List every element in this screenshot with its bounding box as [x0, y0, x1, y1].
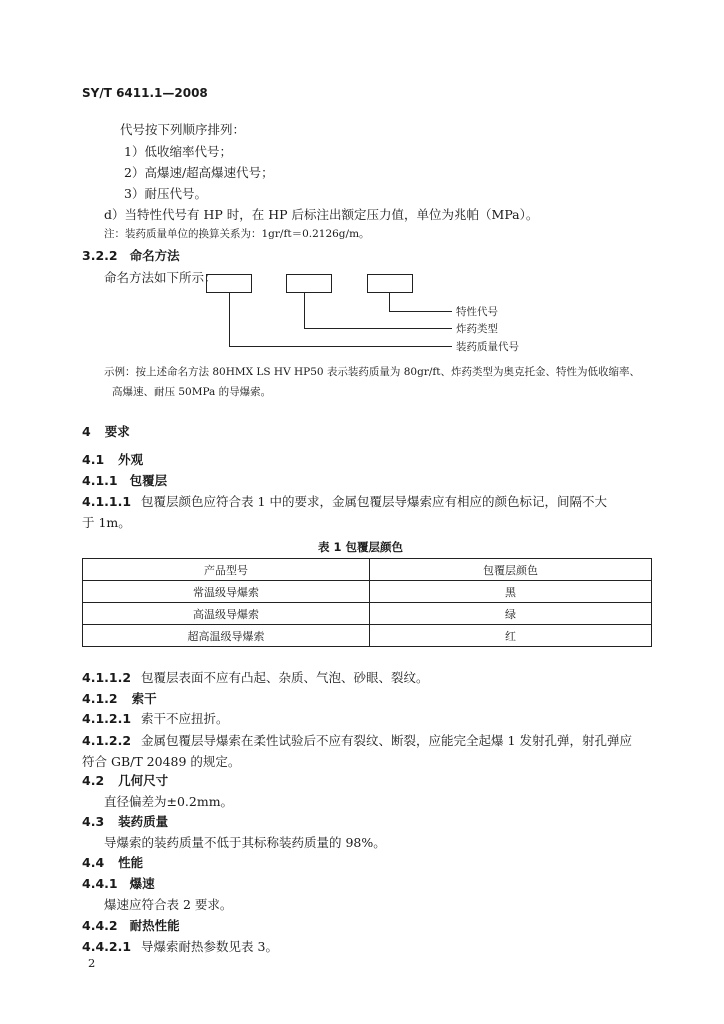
section-4-4-2-1: [82, 937, 278, 955]
section-title: 装药质量: [118, 814, 169, 829]
section-4-1-2-2-line-2: 符合 GB/T 20489 的规定。: [82, 754, 241, 769]
section-4-4-2-heading: [82, 916, 180, 934]
cell-color: 绿: [370, 603, 652, 625]
clause-text: 索干不应扭折。: [141, 711, 229, 726]
cell-model: 常温级导爆索: [83, 581, 370, 603]
connector-line: [304, 292, 305, 329]
section-number: 4: [82, 424, 91, 439]
table-1: [82, 558, 652, 647]
code-box-1: [206, 274, 252, 293]
cell-model: 高温级导爆索: [83, 603, 370, 625]
code-order-intro: 代号按下列顺序排列：: [120, 122, 246, 137]
code-order-item-1: 1）低收缩率代号；: [124, 144, 232, 159]
section-number: 4.2: [82, 773, 105, 788]
standard-number: SY/T 6411.1—2008: [82, 86, 208, 100]
code-box-2: [286, 274, 332, 293]
table-row: [83, 603, 652, 625]
clause-text: 导爆索耐热参数见表 3。: [141, 939, 278, 954]
section-title: 索干: [131, 691, 157, 706]
clause-text: 包覆层表面不应有凸起、杂质、气泡、砂眼、裂纹。: [141, 670, 429, 685]
code-order-item-3: 3）耐压代号。: [124, 186, 207, 201]
column-header-model: 产品型号: [83, 559, 370, 581]
table-row: [83, 625, 652, 647]
section-title: 爆速: [129, 876, 155, 891]
unit-note: 注：装药质量单位的换算关系为：1gr/ft＝0.2126g/m。: [104, 228, 370, 240]
section-4-3-heading: [82, 812, 168, 830]
section-4-2-heading: [82, 771, 168, 789]
section-4-1-1-heading: [82, 471, 167, 489]
section-title: 要求: [104, 424, 130, 439]
section-title: 包覆层: [129, 473, 168, 488]
section-3-2-2-heading: [82, 246, 180, 264]
section-title: 外观: [118, 452, 144, 467]
section-number: 4.4: [82, 855, 105, 870]
section-4-1-1-2: [82, 668, 429, 686]
column-header-color: 包覆层颜色: [370, 559, 652, 581]
connector-line: [304, 328, 452, 329]
section-number: 4.1: [82, 452, 105, 467]
section-4-heading: [82, 422, 130, 440]
section-4-1-2-heading: [82, 689, 157, 707]
section-4-4-1-heading: [82, 874, 155, 892]
section-4-1-heading: [82, 450, 143, 468]
section-4-1-1-1-line-2: 于 1m。: [82, 515, 131, 530]
diagram-label-property: 特性代号: [456, 306, 498, 318]
section-4-4-1-text: 爆速应符合表 2 要求。: [104, 897, 233, 912]
item-d: d）当特性代号有 HP 时，在 HP 后标注出额定压力值，单位为兆帕（MPa）。: [104, 207, 539, 222]
section-title: 几何尺寸: [118, 773, 169, 788]
page-number: 2: [88, 956, 96, 970]
clause-text: 金属包覆层导爆索在柔性试验后不应有裂纹、断裂，应能完全起爆 1 发射孔弹，射孔弹应: [141, 733, 632, 748]
clause-text: 包覆层颜色应符合表 1 中的要求，金属包覆层导爆索应有相应的颜色标记，间隔不大: [141, 494, 607, 509]
connector-line: [229, 292, 230, 347]
example-line-1: 示例：按上述命名方法 80HMX LS HV HP50 表示装药质量为 80gr/ft、炸药类型为奥克托金、特性为低收缩率、: [104, 366, 641, 378]
section-number: 4.1.2: [82, 691, 118, 706]
cell-model: 超高温级导爆索: [83, 625, 370, 647]
connector-line: [389, 292, 390, 312]
example-line-2: 高爆速、耐压 50MPa 的导爆索。: [112, 386, 272, 398]
section-title: 命名方法: [129, 248, 180, 263]
diagram-label-charge: 装药质量代号: [456, 341, 519, 353]
section-number: 3.2.2: [82, 248, 118, 263]
section-4-2-text: 直径偏差为±0.2mm。: [104, 794, 234, 809]
cell-color: 黑: [370, 581, 652, 603]
section-number: 4.4.2.1: [82, 939, 132, 954]
table-header-row: [83, 559, 652, 581]
section-number: 4.1.1: [82, 473, 118, 488]
section-number: 4.1.1.1: [82, 494, 132, 509]
section-number: 4.3: [82, 814, 105, 829]
section-title: 耐热性能: [129, 918, 180, 933]
section-4-1-2-1: [82, 709, 229, 727]
section-number: 4.4.2: [82, 918, 118, 933]
connector-line: [389, 311, 452, 312]
table-row: [83, 581, 652, 603]
section-4-1-1-1-line-1: [82, 492, 607, 510]
section-number: 4.1.1.2: [82, 670, 132, 685]
code-order-item-2: 2）高爆速/超高爆速代号；: [124, 165, 274, 180]
section-title: 性能: [118, 855, 144, 870]
cell-color: 红: [370, 625, 652, 647]
section-4-3-text: 导爆索的装药质量不低于其标称装药质量的 98%。: [104, 835, 386, 850]
section-number: 4.4.1: [82, 876, 118, 891]
section-4-1-2-2-line-1: [82, 731, 632, 749]
diagram-label-explosive: 炸药类型: [456, 323, 498, 335]
naming-intro: 命名方法如下所示：: [104, 270, 217, 285]
code-box-3: [367, 274, 413, 293]
section-number: 4.1.2.1: [82, 711, 132, 726]
table-1-caption: 表 1 包覆层颜色: [318, 540, 404, 554]
section-number: 4.1.2.2: [82, 733, 132, 748]
connector-line: [229, 346, 452, 347]
section-4-4-heading: [82, 853, 143, 871]
